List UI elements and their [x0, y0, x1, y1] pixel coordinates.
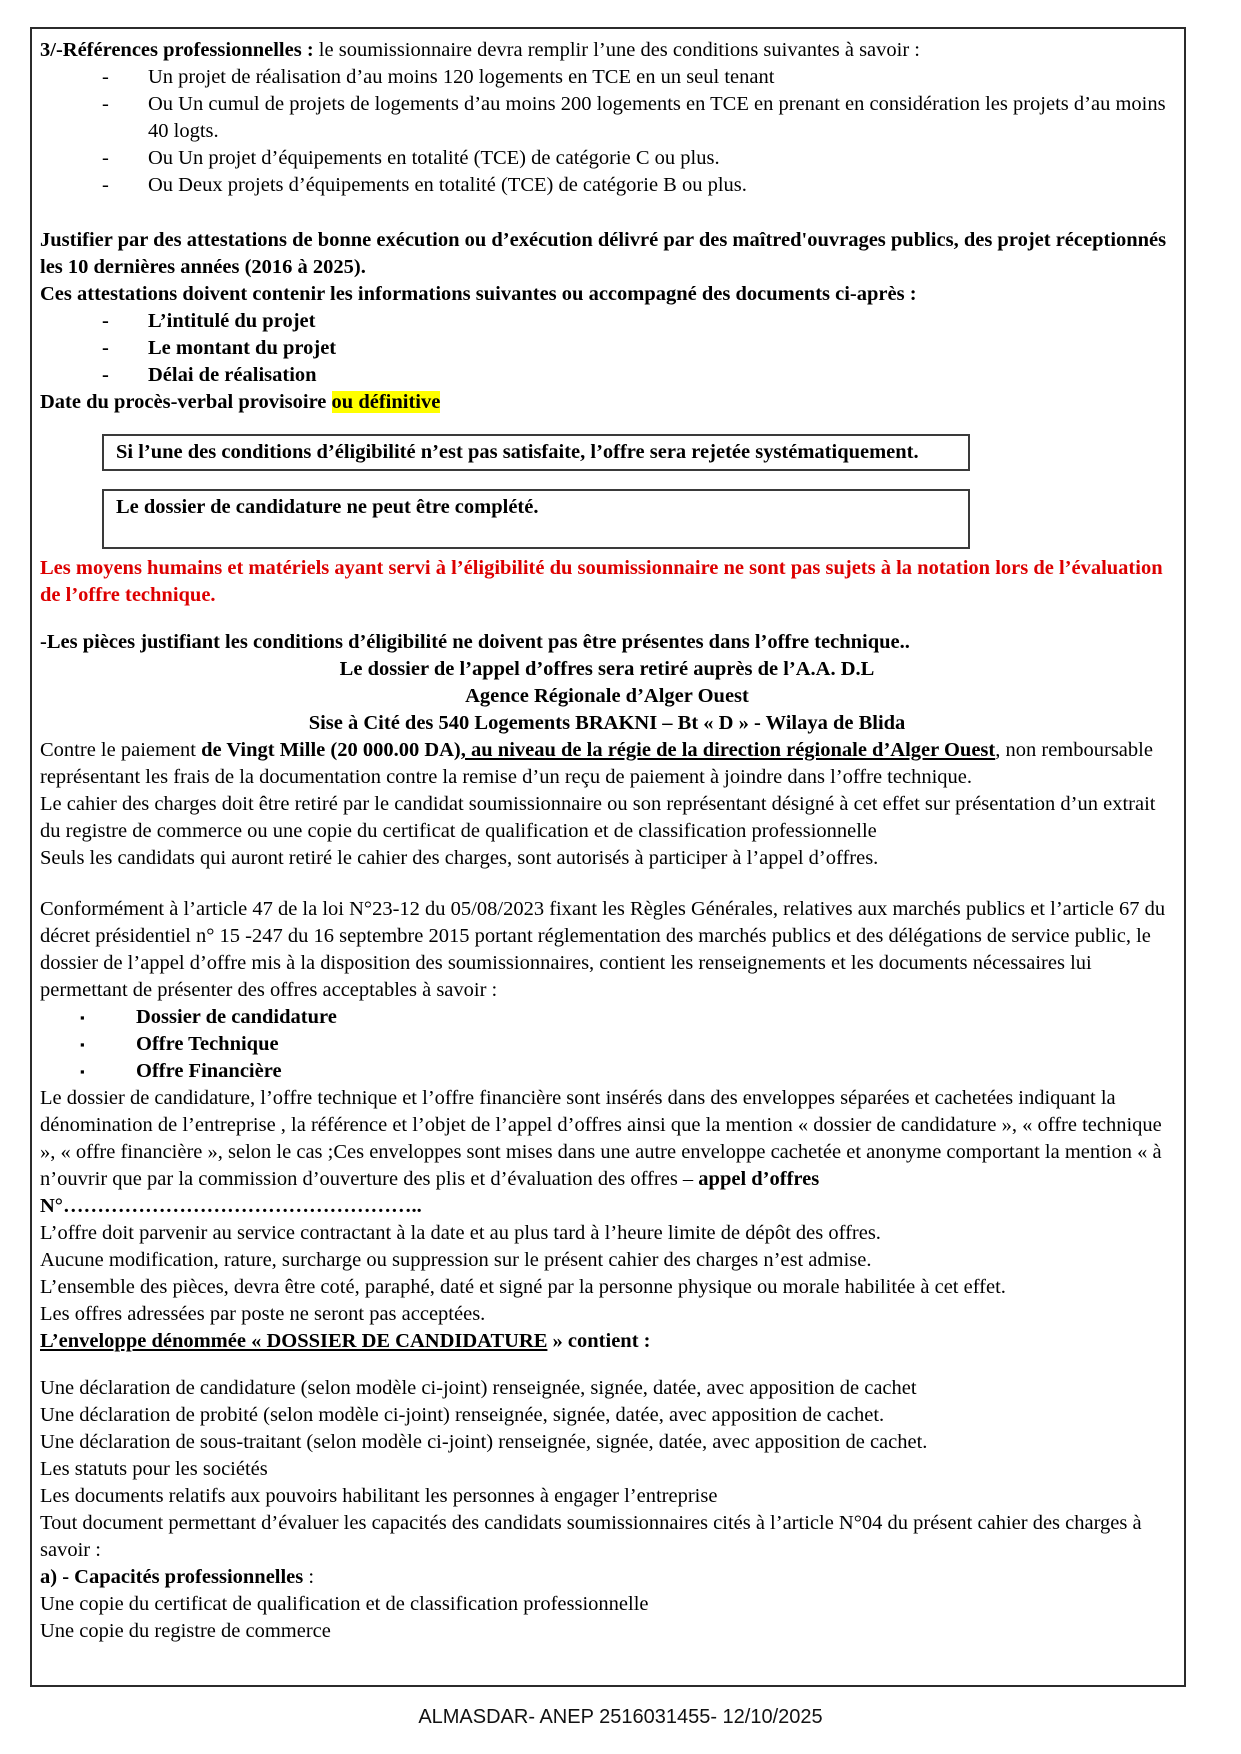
spacer [40, 1355, 1174, 1375]
payment-paragraph: Contre le paiement de Vingt Mille (20 000.00 DA), au niveau de la régie de la direction régionale d’Alger Ouest, non remboursable représentant les frais de la documentation contre la remise d’un reçu de paiement à joindre dans l’offre technique. [40, 739, 1153, 788]
poste-line: Les offres adressées par poste ne seront pas acceptées. [40, 1303, 486, 1325]
candidature-list [40, 1375, 1174, 1564]
envelope-heading: L’enveloppe dénommée « DOSSIER DE CANDIDATURE » contient : [40, 1330, 651, 1352]
attestations-paragraph: Ces attestations doivent contenir les informations suivantes ou accompagné des documents ci-après : [40, 283, 917, 305]
list-item: - Délai de réalisation [40, 362, 1174, 389]
document-page-frame [30, 27, 1186, 1687]
list-item: ▪ Offre Financière [40, 1058, 1174, 1085]
offers-list [40, 1004, 1174, 1085]
retrait-center-line-3: Sise à Cité des 540 Logements BRAKNI – Bt « D » - Wilaya de Blida [308, 712, 906, 734]
attestation-list [40, 308, 1174, 389]
dash-marker: - [102, 364, 109, 386]
justify-paragraph: Justifier par des attestations de bonne exécution ou d’exécution délivré par des maîtred'ouvrages publics, des projet réceptionnés les 10 dernières années (2016 à 2025). [40, 229, 1167, 278]
list-item: Une déclaration de candidature (selon modèle ci-joint) renseignée, signée, datée, avec apposition de cachet [40, 1377, 917, 1399]
modification-line: Aucune modification, rature, surcharge ou suppression sur le présent cahier des charges n’est admise. [40, 1249, 872, 1271]
list-item: Tout document permettant d’évaluer les capacités des candidats soumissionnaires cités à l’article N°04 du présent cahier des charges à savoir : [40, 1512, 1142, 1561]
list-item: - Ou Un cumul de projets de logements d’au moins 200 logements en TCE en prenant en considération les projets d’au moins 40 logts. [40, 91, 1174, 145]
square-bullet: ▪ [80, 1064, 85, 1079]
list-item: Une déclaration de sous-traitant (selon modèle ci-joint) renseignée, signée, datée, avec apposition de cachet. [40, 1431, 928, 1453]
spacer [40, 471, 1174, 489]
retrait-center-line-2: Agence Régionale d’Alger Ouest [465, 685, 749, 707]
spacer [40, 872, 1174, 896]
refs-intro: le soumissionnaire devra remplir l’une des conditions suivantes à savoir : [313, 39, 920, 61]
dash-marker: - [102, 174, 109, 196]
list-item: ▪ Dossier de candidature [40, 1004, 1174, 1031]
list-item: - L’intitulé du projet [40, 308, 1174, 335]
list-item: Une déclaration de probité (selon modèle ci-joint) renseignée, signée, datée, avec apposition de cachet. [40, 1404, 885, 1426]
list-item: Les documents relatifs aux pouvoirs habilitant les personnes à engager l’entreprise [40, 1485, 718, 1507]
capacites-heading: a) - Capacités professionnelles : [40, 1566, 315, 1588]
seuls-paragraph: Seuls les candidats qui auront retiré le cahier des charges, sont autorisés à participer à l’appel d’offres. [40, 847, 879, 869]
dash-marker: - [102, 147, 109, 169]
retrait-center-line-1: Le dossier de l’appel d’offres sera retiré auprès de l’A.A. D.L [339, 658, 875, 680]
dash-marker: - [102, 93, 109, 115]
envelope-paragraph: Le dossier de candidature, l’offre technique et l’offre financière sont insérés dans des enveloppes séparées et cachetées indiquant la dénomination de l’entreprise , la référence et l’objet de l’appel d’offres ainsi que la mention « dossier de candidature », « offre technique », « offre financière », selon le cas ;Ces enveloppes sont mises dans une autre enveloppe cachetée et anonyme comportant la mention « à n’ouvrir que par la commission d’ouverture des plis et d’évaluation des offres – appel d’offres N°…………………………………………….. [40, 1087, 1162, 1217]
candidature-notice-box: Le dossier de candidature ne peut être complété. [102, 489, 970, 549]
dash-marker: - [102, 337, 109, 359]
spacer [40, 416, 1174, 434]
spacer [40, 609, 1174, 629]
capacites-item: Une copie du certificat de qualification et de classification professionnelle [40, 1593, 649, 1615]
refs-label: 3/-Références professionnelles : [40, 39, 314, 61]
list-item: ▪ Offre Technique [40, 1031, 1174, 1058]
ensemble-pieces-line: L’ensemble des pièces, devra être coté, paraphé, daté et signé par la personne physique ou morale habilitée à cet effet. [40, 1276, 1006, 1298]
highlight-definitive: ou définitive [331, 391, 441, 413]
square-bullet: ▪ [80, 1010, 85, 1025]
square-bullet: ▪ [80, 1037, 85, 1052]
dash-marker: - [102, 310, 109, 332]
list-item: - Ou Deux projets d’équipements en totalité (TCE) de catégorie B ou plus. [40, 172, 1174, 199]
offre-delai-line: L’offre doit parvenir au service contractant à la date et au plus tard à l’heure limite de dépôt des offres. [40, 1222, 881, 1244]
underlined-payment-location: , au niveau de la régie de la direction régionale d’Alger Ouest [460, 739, 996, 761]
pieces-note: -Les pièces justifiant les conditions d’éligibilité ne doivent pas être présentes dans l’offre technique.. [40, 631, 910, 653]
list-item: - Ou Un projet d’équipements en totalité (TCE) de catégorie C ou plus. [40, 145, 1174, 172]
appel-offres-number: appel d’offres N°…………………………………………….. [40, 1168, 820, 1217]
spacer [40, 199, 1174, 227]
refs-list [40, 64, 1174, 199]
dash-marker: - [102, 66, 109, 88]
list-item: - Le montant du projet [40, 335, 1174, 362]
human-resources-red-note: Les moyens humains et matériels ayant servi à l’éligibilité du soumissionnaire ne sont pas sujets à la notation lors de l’évaluation de l’offre technique. [40, 557, 1163, 606]
conforme-paragraph: Conformément à l’article 47 de la loi N°23-12 du 05/08/2023 fixant les Règles Générales, relatives aux marchés publics et l’article 67 du décret présidentiel n° 15 -247 du 16 septembre 2015 portant réglementation des marchés publics et des délégations de service public, le dossier de l’appel d’offre mis à la disposition des soumissionnaires, contient les renseignements et les documents nécessaires lui permettant de présenter des offres acceptables à savoir : [40, 898, 1166, 1001]
capacites-item: Une copie du registre de commerce [40, 1620, 331, 1642]
list-item: Les statuts pour les sociétés [40, 1458, 268, 1480]
cahier-paragraph: Le cahier des charges doit être retiré par le candidat soumissionnaire ou son représentant désigné à cet effet sur présentation d’un extrait du registre de commerce ou une copie du certificat de qualification et de classification professionnelle [40, 793, 1156, 842]
list-item: - Un projet de réalisation d’au moins 120 logements en TCE en un seul tenant [40, 64, 1174, 91]
footer-anep: ALMASDAR- ANEP 2516031455- 12/10/2025 [418, 1706, 823, 1728]
eligibility-notice-box: Si l’une des conditions d’éligibilité n’est pas satisfaite, l’offre sera rejetée systématiquement. [102, 434, 970, 471]
refs-paragraph [40, 37, 1174, 64]
date-line: Date du procès-verbal provisoire ou définitive [40, 391, 441, 413]
